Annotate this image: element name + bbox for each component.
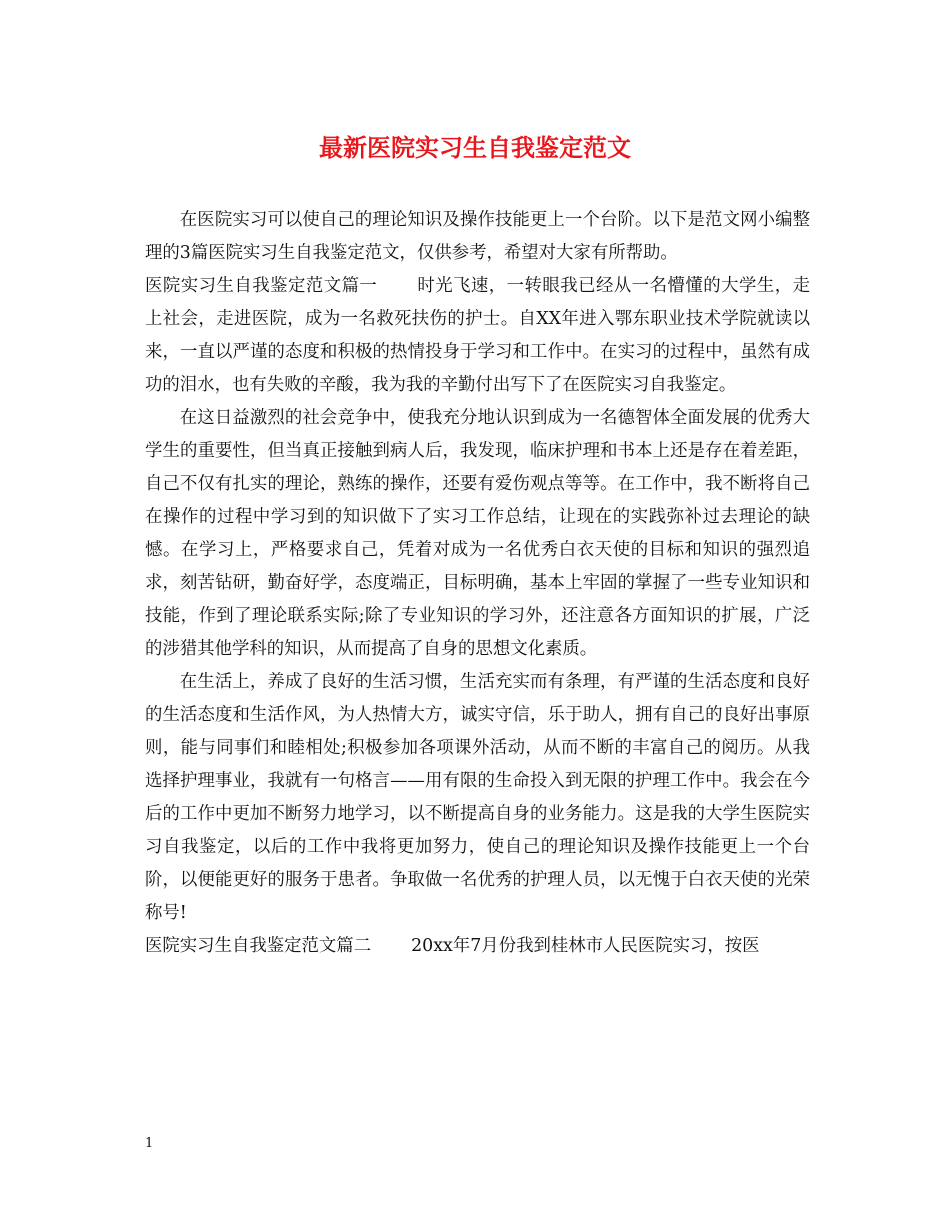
section-1-paragraph-1	[145, 270, 810, 402]
document-body	[145, 204, 810, 963]
section-2-heading: 医院实习生自我鉴定范文篇二	[145, 936, 372, 956]
section-2-first-paragraph-text: 20xx年7月份我到桂林市人民医院实习，按医	[411, 936, 760, 956]
page-number: 1	[145, 1136, 154, 1151]
section-1-paragraph-2: 在这日益激烈的社会竞争中，使我充分地认识到成为一名德智体全面发展的优秀大学生的重要性，但当真正接触到病人后，我发现，临床护理和书本上还是存在着差距，自己不仅有扎实的理论，熟练的操作，还要有爱伤观点等等。在工作中，我不断将自己在操作的过程中学习到的知识做下了实习工作总结，让现在的实践弥补过去理论的缺憾。在学习上，严格要求自己，凭着对成为一名优秀白衣天使的目标和知识的强烈追求，刻苦钻研，勤奋好学，态度端正，目标明确，基本上牢固的掌握了一些专业知识和技能，作到了理论联系实际;除了专业知识的学习外，还注意各方面知识的扩展，广泛的涉猎其他学科的知识，从而提高了自身的思想文化素质。	[145, 408, 810, 659]
section-2-paragraph-1	[145, 930, 810, 963]
intro-paragraph: 在医院实习可以使自己的理论知识及操作技能更上一个台阶。以下是范文网小编整理的3篇医院实习生自我鉴定范文，仅供参考，希望对大家有所帮助。	[145, 210, 810, 263]
document-title: 最新医院实习生自我鉴定范文	[319, 133, 631, 162]
section-1-paragraph-3: 在生活上，养成了良好的生活习惯，生活充实而有条理，有严谨的生活态度和良好的生活态度和生活作风，为人热情大方，诚实守信，乐于助人，拥有自己的良好出事原则，能与同事们和睦相处;积极参加各项课外活动，从而不断的丰富自己的阅历。从我选择护理事业，我就有一句格言——用有限的生命投入到无限的护理工作中。我会在今后的工作中更加不断努力地学习，以不断提高自身的业务能力。这是我的大学生医院实习自我鉴定，以后的工作中我将更加努力，使自己的理论知识及操作技能更上一个台阶，以便能更好的服务于患者。争取做一名优秀的护理人员，以无愧于白衣天使的光荣称号!	[145, 672, 810, 923]
section-1-first-paragraph-text: 时光飞速，一转眼我已经从一名懵懂的大学生，走上社会，走进医院，成为一名救死扶伤的护士。自XX年进入鄂东职业技术学院就读以来，一直以严谨的态度和积极的热情投身于学习和工作中。在实习的过程中，虽然有成功的泪水，也有失败的辛酸，我为我的辛勤付出写下了在医院实习自我鉴定。	[145, 276, 810, 395]
section-1-heading: 医院实习生自我鉴定范文篇一	[145, 276, 378, 296]
